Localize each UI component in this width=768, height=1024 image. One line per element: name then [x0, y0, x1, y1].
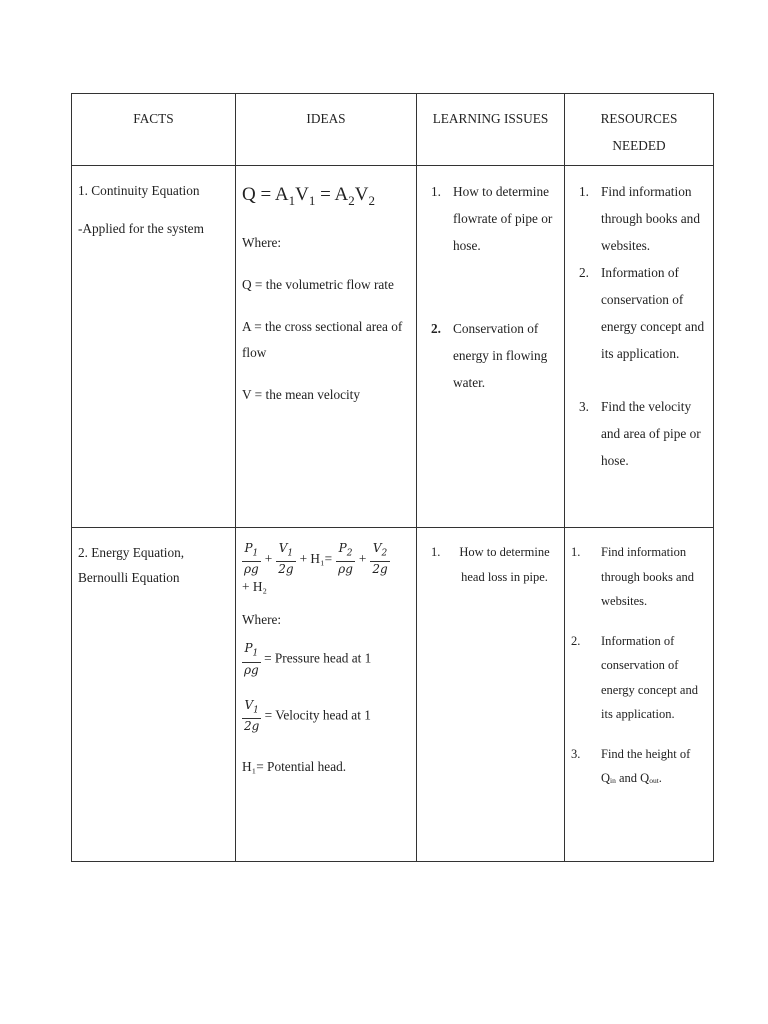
resources-cell: [565, 528, 714, 862]
resources-cell: [565, 166, 714, 528]
header-facts-label: FACTS: [133, 111, 174, 126]
fact-title: 2. Energy Equation,: [78, 545, 185, 560]
fact-note: -Applied for the system: [78, 221, 204, 236]
bernoulli-tail: + H₂: [242, 579, 268, 595]
where-label: Where:: [242, 234, 282, 250]
learning-issues-cell: [417, 166, 565, 528]
velocity-head-def: $\frac{V_1}{2g}$ = Velocity head at 1: [244, 697, 371, 733]
header-ideas-label: IDEAS: [306, 111, 346, 126]
potential-head-def: H₁= Potential head.: [242, 758, 347, 774]
header-learning-issues: [417, 94, 565, 166]
list-item: 2. Conservation of energy in flowing water.: [431, 321, 548, 390]
list-item: 3. Find the velocity and area of pipe or hose.: [579, 399, 701, 468]
list-item: 1. Find information through books and websites.: [571, 545, 695, 608]
pressure-head-def: $\frac{P_1}{\rho g}$ = Pressure head at 1: [244, 641, 372, 677]
header-needed-label: NEEDED: [612, 138, 666, 153]
header-resources-needed: [565, 94, 714, 166]
list-item: 2. Information of conservation of energy concept and its application.: [579, 265, 705, 361]
facts-cell: [72, 166, 236, 528]
bernoulli-equation: $\frac{P_1}{\rho g}$ + $\frac{V_1}{2g}$ + H₁= $\frac{P_2}{\rho g}$ + $\frac{V_2}{2g}$: [244, 540, 388, 577]
header-resources-label: RESOURCES: [600, 111, 678, 126]
learning-issues-cell: [417, 528, 565, 862]
list-item: 2. Information of conservation of energy concept and its application.: [571, 633, 698, 721]
definition-v: V = the mean velocity: [242, 386, 361, 402]
definition-q: Q = the volumetric flow rate: [242, 276, 394, 292]
header-learning-issues-label: LEARNING ISSUES: [432, 111, 549, 126]
definition-a: A = the cross sectional area of flow: [242, 318, 403, 360]
fact-title: 1. Continuity Equation: [78, 183, 200, 198]
list-item: 1. How to determine head loss in pipe.: [431, 545, 550, 584]
header-facts: [72, 94, 236, 166]
fact-subtitle: Bernoulli Equation: [78, 570, 180, 585]
header-ideas: [236, 94, 417, 166]
header-row: [72, 94, 714, 166]
continuity-equation: $Q = A_1V_1 = A_2V_2$: [242, 184, 375, 208]
facts-cell: [72, 528, 236, 862]
table-row: [72, 528, 714, 862]
table-row: [72, 166, 714, 528]
list-item: 3. Find the height of Qin and Qout.: [571, 746, 691, 785]
facts-ideas-table: [71, 93, 714, 862]
list-item: 1. How to determine flowrate of pipe or hose.: [431, 184, 553, 253]
ideas-cell: [236, 528, 417, 862]
where-label: Where:: [242, 612, 282, 628]
list-item: 1. Find information through books and websites.: [579, 184, 700, 253]
ideas-cell: [236, 166, 417, 528]
